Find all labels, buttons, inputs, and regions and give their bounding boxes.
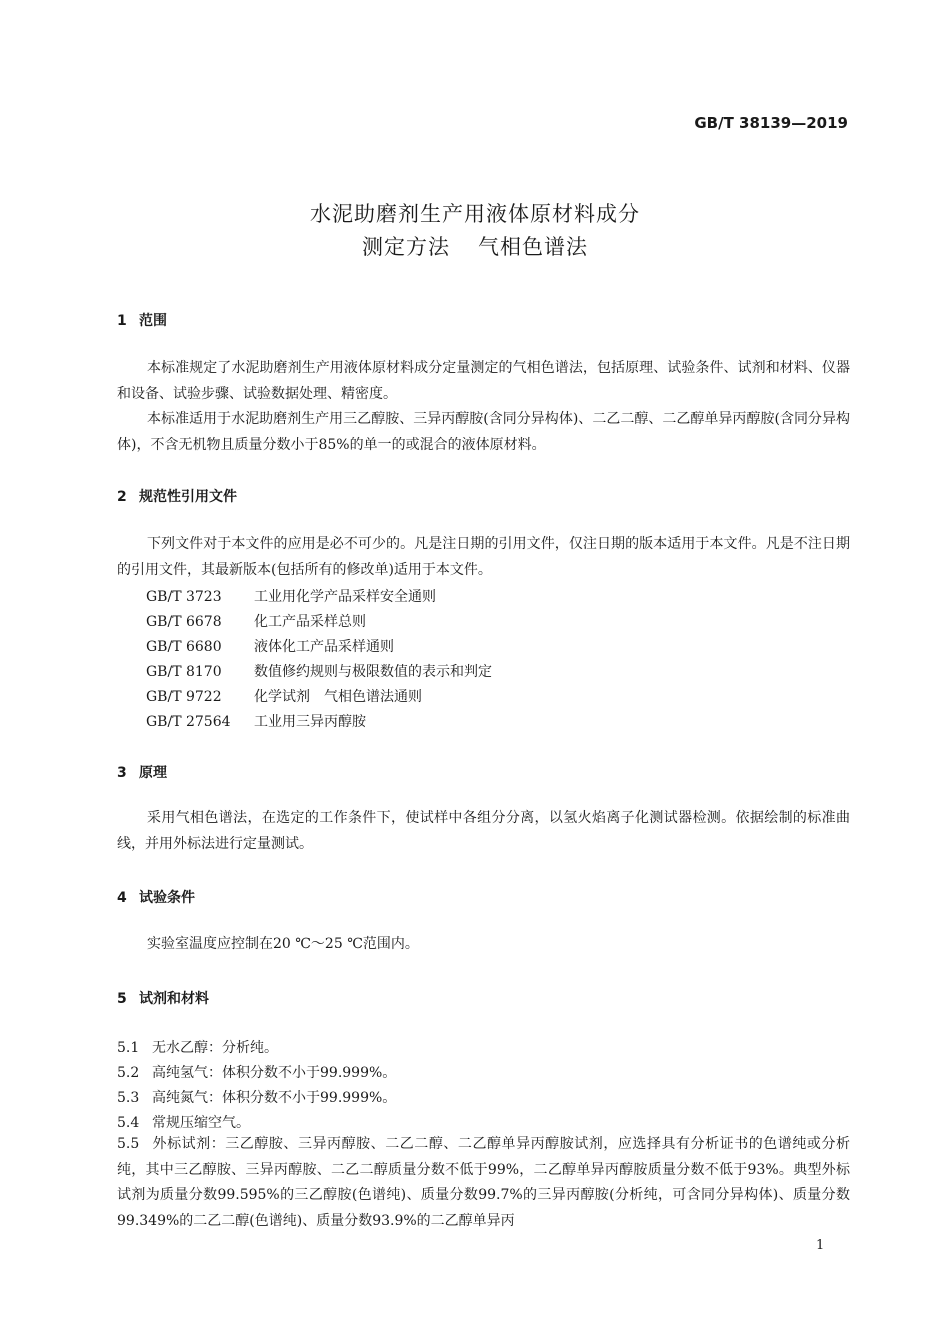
section-title: 试验条件 — [139, 890, 195, 906]
section-number: 4 — [117, 890, 127, 906]
reference-item — [146, 686, 422, 706]
paragraph: 本标准规定了水泥助磨剂生产用液体原材料成分定量测定的气相色谱法，包括原理、试验条件、试剂和材料、仪器和设备、试验步骤、试验数据处理、精密度。 — [117, 360, 850, 402]
reference-name: 数值修约规则与极限数值的表示和判定 — [254, 664, 492, 680]
reference-name: 化学试剂 气相色谱法通则 — [254, 689, 422, 705]
paragraph: 本标准适用于水泥助磨剂生产用三乙醇胺、三异丙醇胺(含同分异构体)、二乙二醇、二乙醇单异丙醇胺(含同分异构体)，不含无机物且质量分数小于85%的单一的或混合的液体原材料。 — [117, 411, 850, 453]
reference-code: GB/T 6678 — [146, 614, 222, 630]
reference-item — [146, 636, 394, 656]
section-2-body — [117, 532, 850, 583]
item-text: 无水乙醇：分析纯。 — [152, 1040, 278, 1056]
item-text: 常规压缩空气。 — [152, 1115, 250, 1131]
document-title-part-a: 测定方法 — [362, 235, 450, 259]
item-text: 高纯氢气：体积分数不小于99.999%。 — [152, 1065, 397, 1081]
section-2-heading — [117, 486, 237, 506]
section-title: 原理 — [139, 765, 167, 781]
paragraph: 采用气相色谱法，在选定的工作条件下，使试样中各组分分离，以氢火焰离子化测试器检测。依据绘制的标准曲线，并用外标法进行定量测试。 — [117, 810, 850, 852]
section-number: 3 — [117, 765, 127, 781]
list-item — [117, 1062, 396, 1082]
reference-item — [146, 611, 366, 631]
reference-code: GB/T 9722 — [146, 689, 222, 705]
list-item — [117, 1087, 396, 1107]
section-title: 范围 — [139, 313, 167, 329]
item-text: 高纯氮气：体积分数不小于99.999%。 — [152, 1090, 397, 1106]
document-title-line1: 水泥助磨剂生产用液体原材料成分 — [310, 202, 640, 226]
item-number: 5.2 — [117, 1065, 140, 1081]
document-title-part-b: 气相色谱法 — [478, 235, 588, 259]
item-number: 5.4 — [117, 1115, 140, 1131]
item-text: 外标试剂：三乙醇胺、三异丙醇胺、二乙二醇、二乙醇单异丙醇胺试剂，应选择具有分析证书的色谱纯或分析纯，其中三乙醇胺、三异丙醇胺、二乙二醇质量分数不低于99%，二乙醇单异丙醇胺质量分数不低于93%。典型外标试剂为质量分数99.595%的三乙醇胺(色谱纯)、质量分数99.7%的三异丙醇胺(分析纯，可含同分异构体)、质量分数99.349%的二乙二醇(色谱纯)、质量分数93.9%的二乙醇单异丙 — [117, 1136, 850, 1229]
reference-name: 工业用化学产品采样安全通则 — [254, 589, 436, 605]
section-4-body — [117, 932, 850, 958]
section-1-body — [117, 356, 850, 458]
list-item — [117, 1132, 850, 1234]
reference-name: 液体化工产品采样通则 — [254, 639, 394, 655]
paragraph: 下列文件对于本文件的应用是必不可少的。凡是注日期的引用文件，仅注日期的版本适用于本文件。凡是不注日期的引用文件，其最新版本(包括所有的修改单)适用于本文件。 — [117, 536, 850, 578]
section-3-body — [117, 806, 850, 857]
page-number: 1 — [816, 1238, 825, 1253]
reference-code: GB/T 27564 — [146, 714, 231, 730]
section-4-heading — [117, 887, 195, 907]
reference-code: GB/T 3723 — [146, 589, 222, 605]
section-title: 试剂和材料 — [139, 991, 209, 1007]
section-number: 2 — [117, 489, 127, 505]
reference-item — [146, 711, 366, 731]
reference-item — [146, 586, 436, 606]
document-title-line2 — [0, 231, 950, 261]
list-item — [117, 1112, 250, 1132]
paragraph: 实验室温度应控制在20 ℃～25 ℃范围内。 — [147, 936, 419, 952]
section-number: 5 — [117, 991, 127, 1007]
item-number: 5.5 — [117, 1136, 140, 1152]
reference-item — [146, 661, 492, 681]
list-item — [117, 1037, 278, 1057]
section-title: 规范性引用文件 — [139, 489, 237, 505]
reference-name: 工业用三异丙醇胺 — [254, 714, 366, 730]
reference-code: GB/T 8170 — [146, 664, 222, 680]
item-number: 5.3 — [117, 1090, 140, 1106]
section-3-heading — [117, 762, 167, 782]
item-number: 5.1 — [117, 1040, 140, 1056]
section-number: 1 — [117, 313, 127, 329]
reference-name: 化工产品采样总则 — [254, 614, 366, 630]
reference-code: GB/T 6680 — [146, 639, 222, 655]
section-1-heading — [117, 310, 167, 330]
standard-code: GB/T 38139—2019 — [694, 114, 848, 132]
section-5-heading — [117, 988, 209, 1008]
